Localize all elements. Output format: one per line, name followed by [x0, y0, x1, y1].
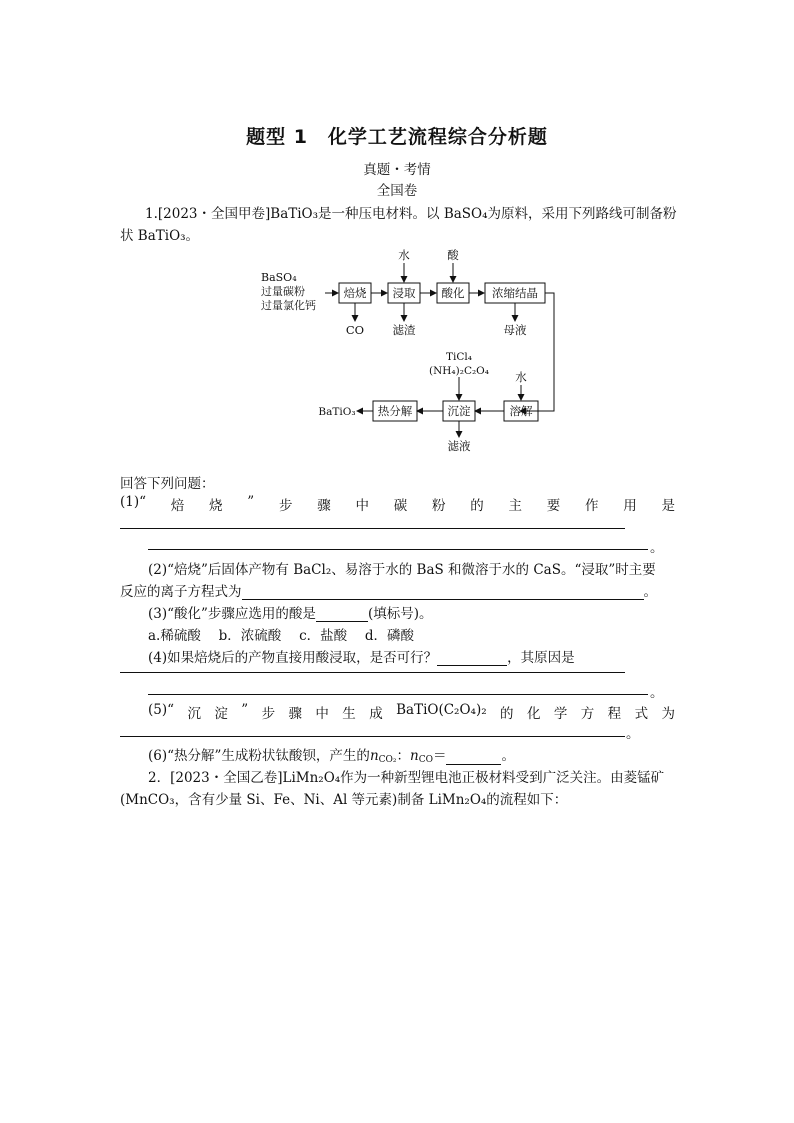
step-precipitate: 沉淀	[447, 404, 471, 418]
p5-char: 生	[342, 706, 356, 722]
output-filtrate: 滤液	[447, 439, 471, 453]
answer-line[interactable]	[120, 672, 625, 673]
p5-char: ”	[241, 702, 249, 718]
p1-char: 用	[623, 498, 637, 514]
q1-part2-line1: (2)“焙烧”后固体产物有 BaCl₂、易溶于水的 BaS 和微溶于水的 CaS。“浸取”时主要	[148, 562, 656, 578]
q1-part4	[148, 646, 575, 666]
p6-colon: ：	[396, 748, 411, 764]
p6-n: n	[369, 748, 379, 764]
p5-char: 成	[369, 706, 383, 722]
q2-line2: (MnCO₃，含有少量 Si、Fe、Ni、Al 等元素)制备 LiMn₂O₄的流程如下：	[120, 792, 568, 808]
p6-text: (6)“热分解”生成粉状钛酸钡，产生的	[148, 748, 370, 764]
answer-line[interactable]	[148, 694, 648, 695]
step-roast: 焙烧	[343, 286, 367, 300]
step-dissolve: 溶解	[509, 404, 533, 418]
p1-char: 要	[546, 498, 561, 514]
q1-intro-line1: 1.[2023・全国甲卷]BaTiO₃是一种压电材料。以 BaSO₄为原料，采用下列路线可制备粉	[145, 206, 677, 222]
input-ticl4: TiCl₄	[446, 351, 472, 363]
step-leach: 浸取	[392, 286, 416, 300]
p5-char: 淀	[214, 706, 228, 722]
p2-text: 反应的离子方程式为	[120, 584, 242, 600]
p6-sub: CO	[418, 755, 433, 765]
p1-char: 碳	[393, 498, 408, 514]
page-title: 题型 1 化学工艺流程综合分析题	[246, 126, 548, 148]
input-water-right: 水	[515, 370, 527, 384]
p1-char: 主	[508, 498, 522, 514]
answer-line[interactable]	[120, 528, 625, 529]
p6-sub: CO₂	[378, 755, 397, 765]
end-mark: 。	[626, 726, 640, 742]
p5-char: 步	[261, 706, 276, 722]
end-mark: 。	[643, 584, 657, 600]
output-co: CO	[345, 323, 365, 337]
p5-char: 方	[580, 706, 595, 722]
answer-blank[interactable]	[437, 651, 507, 666]
output-residue: 滤渣	[392, 323, 416, 337]
p1-char: 作	[584, 498, 599, 514]
input-acid: 酸	[447, 248, 459, 262]
input-water-top: 水	[398, 248, 410, 262]
q1-part5	[148, 702, 675, 722]
p5-char: 化	[526, 706, 541, 722]
p1-char: (1)“	[120, 494, 147, 510]
q1-part3	[148, 602, 432, 622]
q1-part3-options: a.稀硫酸 b．浓硫酸 c．盐酸 d．磷酸	[148, 628, 415, 644]
p3-tail: (填标号)。	[367, 606, 433, 622]
p4-text: (4)如果焙烧后的产物直接用酸浸取，是否可行？	[148, 650, 438, 666]
answer-line[interactable]	[120, 736, 625, 737]
raw-material-cacl2: 过量氯化钙	[261, 299, 316, 312]
q2-line1: 2．[2023・全国乙卷]LiMn₂O₄作为一种新型锂电池正极材料受到广泛关注。由菱锰矿	[148, 770, 665, 786]
p5-char: 为	[661, 706, 675, 722]
raw-material-carbon: 过量碳粉	[261, 285, 305, 298]
answer-blank[interactable]	[316, 607, 368, 622]
p5-char: 程	[607, 706, 622, 722]
process-flow-diagram	[255, 245, 565, 455]
q1-prompt: 回答下列问题：	[120, 476, 215, 492]
p1-char: ”	[247, 494, 255, 510]
q1-part2-line2	[120, 580, 657, 600]
section-subtitle: 真题・考情	[363, 162, 431, 178]
p1-char: 的	[470, 498, 484, 514]
p5-char: 的	[500, 706, 514, 722]
p5-char: 式	[634, 706, 649, 722]
p1-char: 是	[661, 498, 675, 514]
output-product: BaTiO₃	[318, 406, 356, 418]
answer-blank[interactable]	[446, 750, 501, 765]
section-label: 全国卷	[376, 183, 418, 199]
p1-char: 焙	[170, 498, 185, 514]
raw-material-baso4: BaSO₄	[261, 271, 297, 284]
step-decompose: 热分解	[377, 404, 413, 418]
p5-char: 中	[315, 706, 329, 722]
p5-char: BaTiO(C₂O₄)₂	[396, 702, 487, 718]
step-crystallize: 浓缩结晶	[492, 286, 538, 300]
output-mother-liquor: 母液	[503, 323, 527, 337]
p6-eq: ＝	[432, 748, 447, 764]
answer-blank[interactable]	[242, 585, 644, 600]
p5-char: 学	[553, 706, 568, 722]
p1-char: 步	[278, 498, 293, 514]
answer-line[interactable]	[148, 549, 648, 550]
p3-text: (3)“酸化”步骤应选用的酸是	[148, 606, 316, 622]
input-oxalate: (NH₄)₂C₂O₄	[428, 365, 490, 377]
q1-part6	[148, 744, 515, 765]
p1-char: 中	[355, 498, 369, 514]
p1-char: 烧	[209, 498, 223, 514]
p5-char: (5)“	[148, 702, 175, 718]
end-mark: 。	[650, 685, 664, 701]
q1-intro-line2: 状 BaTiO₃。	[120, 228, 200, 244]
step-acidify: 酸化	[441, 286, 465, 300]
p1-char: 骤	[317, 498, 331, 514]
p4-tail: ，其原因是	[507, 650, 575, 666]
p6-n: n	[410, 748, 419, 764]
end-mark: 。	[501, 748, 515, 764]
q1-part1	[120, 494, 675, 514]
p1-char: 粉	[431, 498, 446, 514]
p5-char: 沉	[187, 706, 201, 722]
end-mark: 。	[650, 540, 664, 556]
p5-char: 骤	[288, 706, 302, 722]
